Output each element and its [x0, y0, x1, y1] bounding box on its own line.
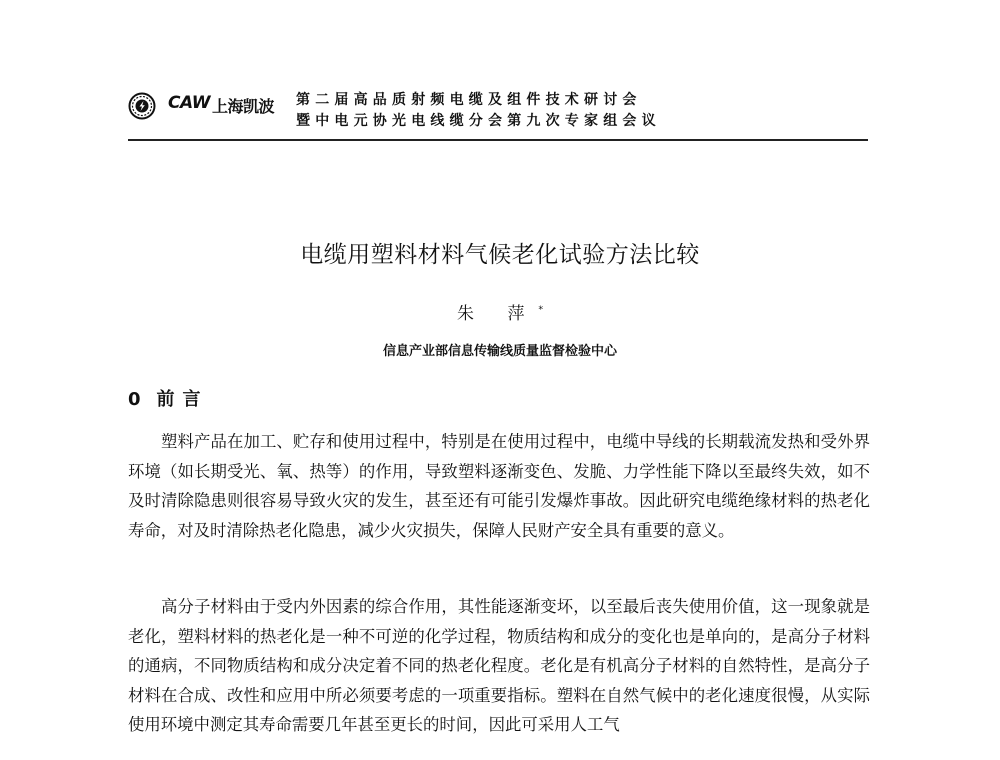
section-number: 0: [128, 389, 141, 410]
author-footnote-mark: *: [538, 305, 543, 316]
section-title: 前言: [156, 389, 209, 410]
paper-title: 电缆用塑料材料气候老化试验方法比较: [300, 242, 700, 268]
paper-author: [0, 299, 1000, 324]
organization-emblem-icon: [128, 92, 156, 120]
body-paragraph-2: 高分子材料由于受内外因素的综合作用，其性能逐渐变坏，以至最后丧失使用价值，这一现象就是老化，塑料材料的热老化是一种不可逆的化学过程，物质结构和成分的变化也是单向的，是高分子材料的通病，不同物质结构和成分决定着不同的热老化程度。老化是有机高分子材料的自然特性，是高分子材料在合成、改性和应用中所必须要考虑的一项重要指标。塑料在自然气候中的老化速度很慢，从实际使用环境中测定其寿命需要几年甚至更长的时间，因此可采用人工气: [128, 597, 870, 734]
brand-logo-name: 上海凯波: [212, 97, 275, 116]
author-name: 朱 萍: [457, 304, 539, 324]
conference-header: [128, 86, 868, 136]
brand-logo-mark: CAW: [168, 93, 210, 113]
header-divider: [128, 139, 868, 141]
body-paragraph-1: 塑料产品在加工、贮存和使用过程中，特别是在使用过程中，电缆中导线的长期载流发热和受外界环境（如长期受光、氧、热等）的作用，导致塑料逐渐变色、发脆、力学性能下降以至最终失效，如不及时清除隐患则很容易导致火灾的发生，甚至还有可能引发爆炸事故。因此研究电缆绝缘材料的热老化寿命，对及时清除热老化隐患，减少火灾损失，保障人民财产安全具有重要的意义。: [128, 432, 870, 540]
section-heading: [128, 385, 209, 411]
conference-title-line1: 第二届高品质射频电缆及组件技术研讨会: [296, 92, 642, 108]
conference-title-line2: 暨中电元协光电线缆分会第九次专家组会议: [296, 113, 661, 129]
author-affiliation: 信息产业部信息传输线质量监督检验中心: [382, 344, 617, 359]
